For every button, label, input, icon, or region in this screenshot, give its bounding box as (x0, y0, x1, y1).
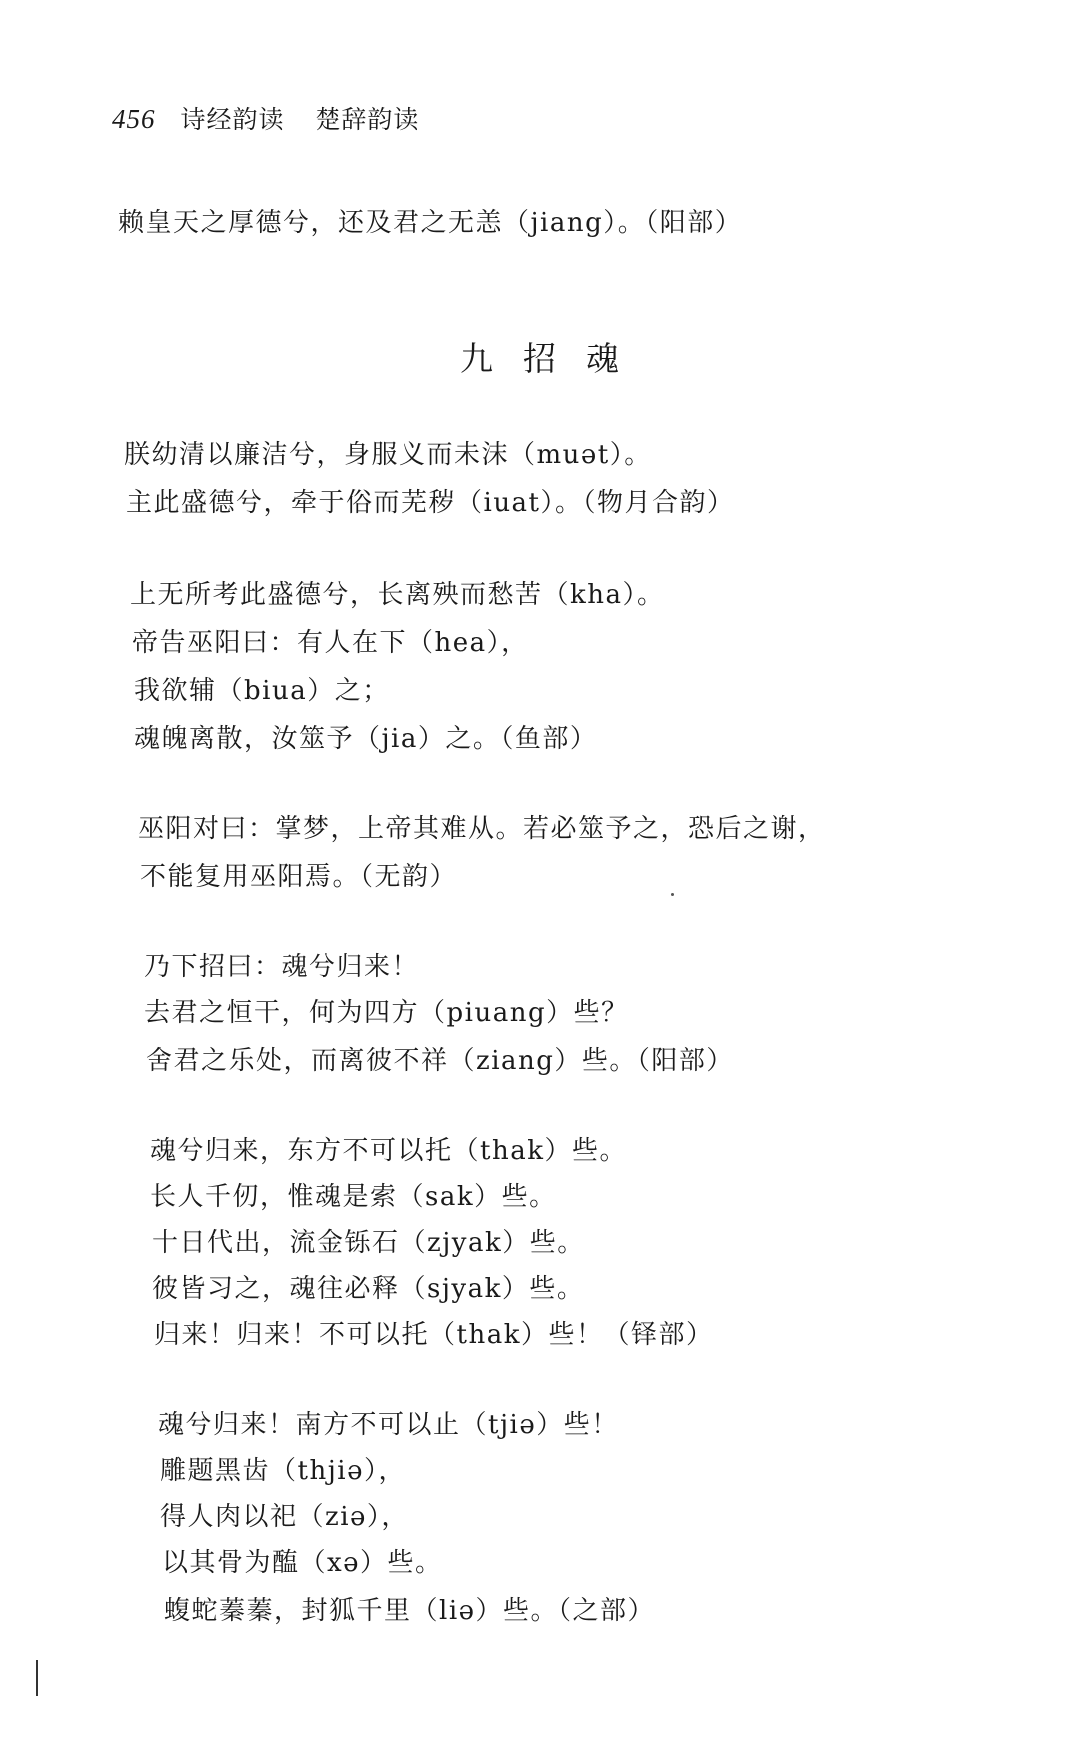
header-title-chuci: 楚辞韵读 (315, 105, 420, 134)
verse-line: 朕幼清以廉洁兮，身服义而未沫（muət）。 (124, 440, 652, 470)
verse-line: 十日代出，流金铄石（zjyak）些。 (152, 1228, 585, 1258)
verse-line: 蝮蛇蓁蓁，封狐千里（liə）些。（之部） (164, 1596, 656, 1626)
verse-line: 归来！归来！不可以托（thak）些！（铎部） (154, 1320, 714, 1350)
verse-line: 帝告巫阳曰：有人在下（hea）， (132, 628, 529, 658)
verse-line: 不能复用巫阳焉。（无韵） (140, 862, 458, 892)
page-number: 456 (112, 104, 156, 134)
header-title-shijing: 诗经韵读 (180, 105, 285, 134)
intro-line: 赖皇天之厚德兮，还及君之无恙（jiang）。（阳部） (118, 208, 743, 238)
scan-speck (671, 893, 674, 896)
verse-line: 魂兮归来！南方不可以止（tjiə）些！ (158, 1410, 619, 1440)
verse-line: 去君之恒干，何为四方（piuang）些？ (144, 998, 629, 1028)
verse-line: 主此盛德兮，牵于俗而芜秽（iuat）。（物月合韵） (126, 488, 735, 518)
verse-line: 彼皆习之，魂往必释（sjyak）些。 (152, 1274, 585, 1304)
verse-line: 魂魄离散，汝筮予（jia）之。（鱼部） (134, 724, 598, 754)
running-header (112, 100, 419, 136)
verse-line: 雕题黑齿（thjiə）， (160, 1456, 406, 1486)
verse-line: 舍君之乐处，而离彼不祥（ziang）些。（阳部） (146, 1046, 734, 1076)
verse-line: 上无所考此盛德兮，长离殃而愁苦（kha）。 (130, 580, 665, 610)
verse-line: 得人肉以祀（ziə）， (160, 1502, 409, 1532)
verse-line: 以其骨为醢（xə）些。 (162, 1548, 443, 1578)
section-title: 九招魂 (460, 339, 649, 378)
margin-mark (36, 1660, 38, 1696)
verse-line: 长人千仞，惟魂是索（sak）些。 (150, 1182, 557, 1212)
verse-line: 魂兮归来，东方不可以托（thak）些。 (150, 1136, 627, 1166)
verse-line: 乃下招曰：魂兮归来！ (144, 952, 420, 982)
verse-line: 我欲辅（biua）之； (134, 676, 390, 706)
verse-line: 巫阳对曰：掌梦，上帝其难从。若必筮予之，恐后之谢， (138, 814, 826, 844)
